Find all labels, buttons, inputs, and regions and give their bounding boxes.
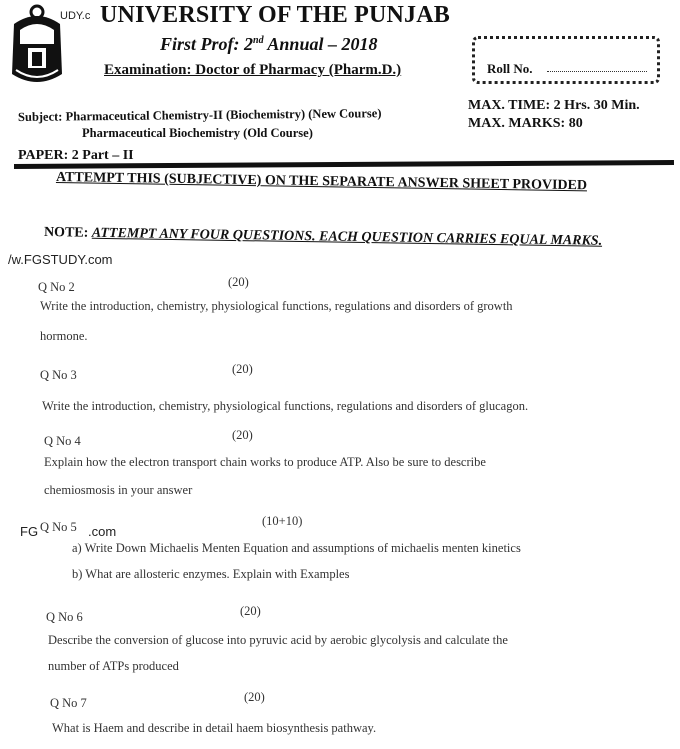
question-text: number of ATPs produced xyxy=(48,659,179,673)
roll-label: Roll No. xyxy=(487,61,533,76)
question-label: Q No 7 xyxy=(50,696,87,710)
question-label: Q No 4 xyxy=(44,434,81,448)
question-label: Q No 3 xyxy=(40,368,77,382)
question-text: Write the introduction, chemistry, physiological functions, regulations and disorders of glucagon. xyxy=(42,399,529,413)
question-label: Q No 5 xyxy=(40,520,77,534)
max-marks: MAX. MARKS: 80 xyxy=(468,116,583,131)
roll-number-box xyxy=(472,36,660,84)
watermark: /w.FGSTUDY.com xyxy=(8,252,113,267)
prof-prefix: First Prof: 2 xyxy=(160,34,254,54)
question-label: Q No 2 xyxy=(38,280,75,294)
subject xyxy=(18,106,382,125)
question-label: Q No 6 xyxy=(46,610,83,624)
question-marks: (20) xyxy=(232,428,253,442)
university-title: UNIVERSITY OF THE PUNJAB xyxy=(100,2,450,28)
max-time: MAX. TIME: 2 Hrs. 30 Min. xyxy=(468,98,640,113)
note xyxy=(44,225,602,250)
prof-suffix: Annual – 2018 xyxy=(263,34,378,54)
question-marks: (20) xyxy=(240,604,261,618)
attempt-instruction: ATTEMPT THIS (SUBJECTIVE) ON THE SEPARATE ANSWER SHEET PROVIDED xyxy=(55,170,588,194)
university-crest-logo xyxy=(8,4,66,86)
question-text: Explain how the electron transport chain works to produce ATP. Also be sure to describe xyxy=(44,455,486,469)
watermark: .com xyxy=(88,524,117,539)
question-text: Write the introduction, chemistry, physiological functions, regulations and disorders of growth xyxy=(40,299,513,313)
question-text: Describe the conversion of glucose into pyruvic acid by aerobic glycolysis and calculate the xyxy=(48,633,508,647)
examination-title: Examination: Doctor of Pharmacy (Pharm.D.) xyxy=(104,62,402,78)
question-marks: (20) xyxy=(232,362,253,376)
watermark: FG xyxy=(20,524,39,539)
question-marks: (20) xyxy=(228,275,249,289)
subject-new: Pharmaceutical Chemistry-II (Biochemistry) (New Course) xyxy=(65,106,382,124)
question-part: b) What are allosteric enzymes. Explain with Examples xyxy=(72,567,350,581)
prof-sup: nd xyxy=(253,35,264,46)
question-marks: (10+10) xyxy=(262,514,303,528)
note-label: NOTE: xyxy=(43,225,92,241)
question-marks: (20) xyxy=(244,690,265,704)
watermark: UDY.c xyxy=(60,10,91,22)
exam-session xyxy=(160,34,377,55)
paper-label: PAPER: 2 Part – II xyxy=(18,148,134,163)
question-text: hormone. xyxy=(40,329,88,343)
question-part: a) Write Down Michaelis Menten Equation and assumptions of michaelis menten kinetics xyxy=(72,541,521,555)
note-text: ATTEMPT ANY FOUR QUESTIONS. EACH QUESTION CARRIES EQUAL MARKS. xyxy=(91,225,603,249)
question-text: chemiosmosis in your answer xyxy=(44,483,193,497)
subject-old: Pharmaceutical Biochemistry (Old Course) xyxy=(82,126,313,140)
subject-label: Subject: xyxy=(17,109,63,124)
question-text: What is Haem and describe in detail haem biosynthesis pathway. xyxy=(52,721,377,735)
